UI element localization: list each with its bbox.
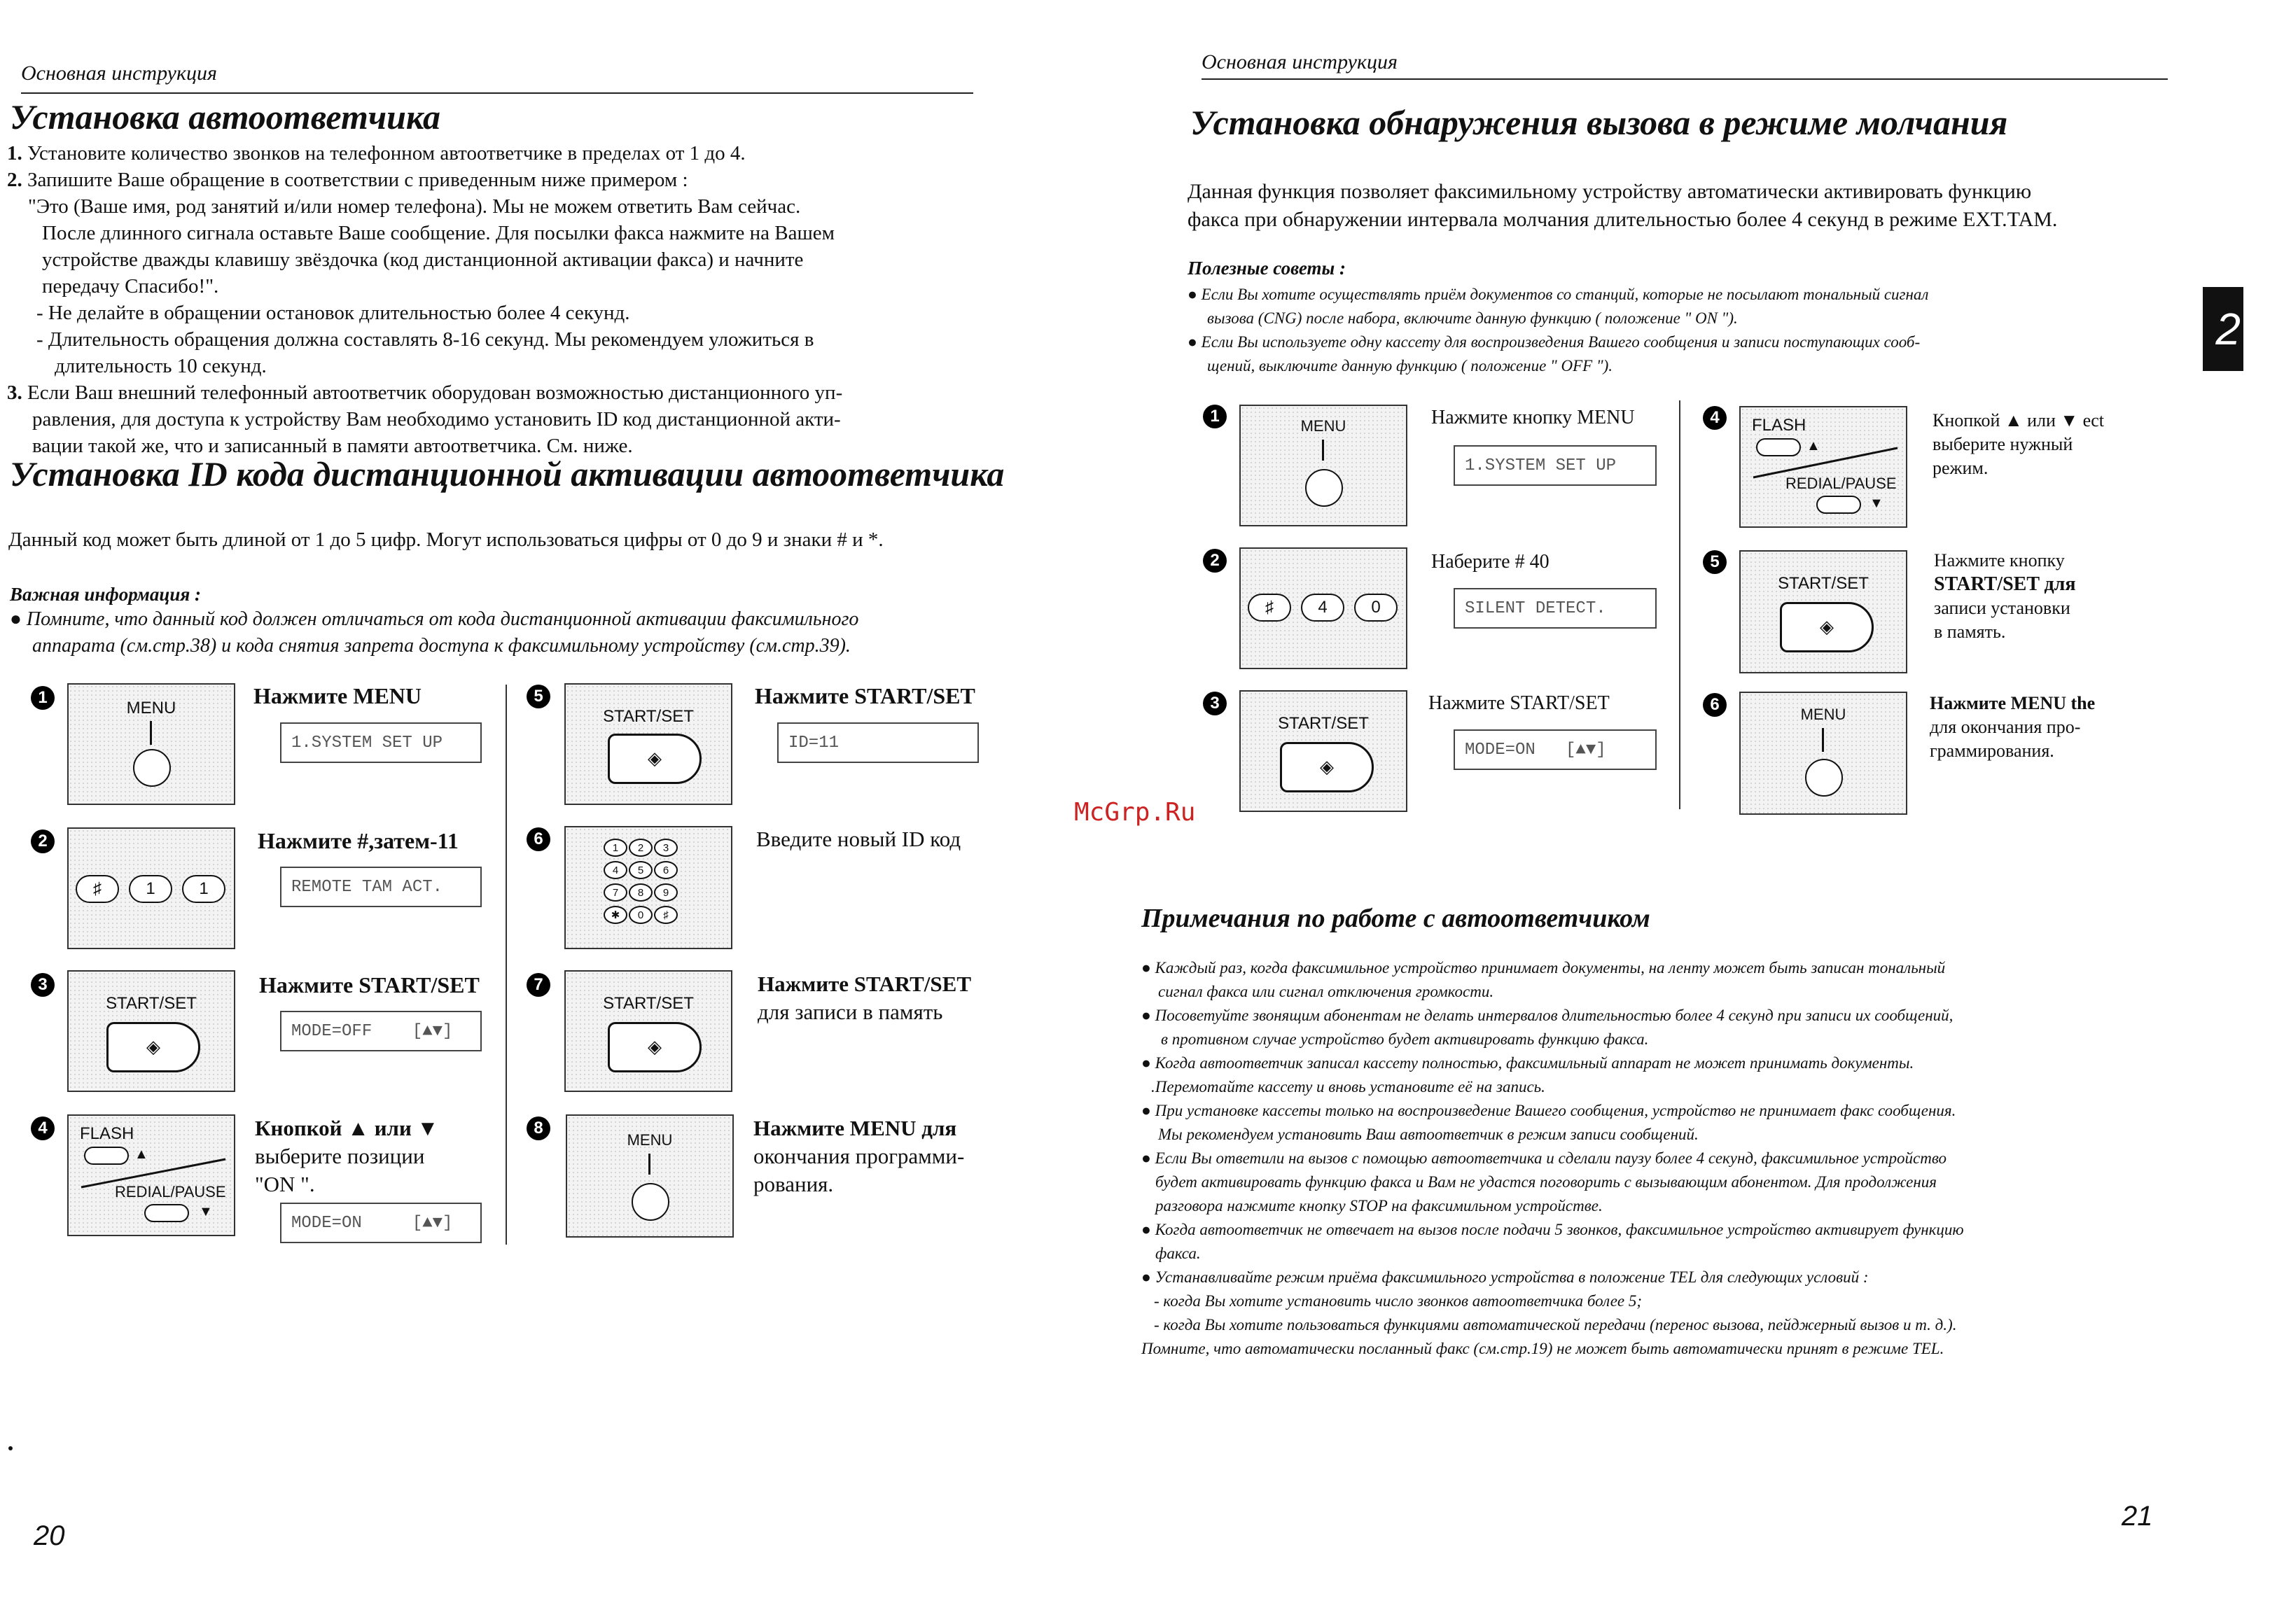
left-running-header: Основная инструкция — [21, 62, 217, 85]
tips-list: ● Если Вы хотите осуществлять приём документов со станций, которые не посылают тональный сигнал вызова (CNG) после набора, включите данную функцию ( положение " ON "). ● Если Вы используете одну кассету для воспроизведения Вашего сообщения и записи поступающих сооб- щений, выключите данную функцию ( положение " OFF "). — [1188, 286, 1929, 374]
start-set-label: START/SET — [603, 707, 694, 726]
tips-label: Полезные советы : — [1188, 258, 1346, 279]
step-6-instruction: Введите новый ID код — [756, 827, 961, 851]
lcd-display: ID=11 — [777, 722, 979, 763]
step-3-instruction: Нажмите START/SET — [1428, 692, 1610, 714]
example-message: "Это (Ваше имя, род занятий и/или номер телефона). Мы не можем ответить Вам сейчас. После длинного сигнала оставьте Ваше сообщение. Для посылки факса нажмите на Вашем устройстве дважды клавишу звёздочка (код дистанционной активации факса) и начните передачу Спасибо!". — [28, 195, 835, 298]
menu-button-panel — [566, 1114, 734, 1238]
start-set-panel — [564, 683, 732, 805]
message-rules: - Не делайте в обращении остановок длительностью более 4 секунд. - Длительность обращения должна составлять 8-16 секунд. Мы рекомендуем уложиться в длительность 10 секунд. — [36, 302, 814, 377]
step-number-7: 7 — [527, 973, 550, 997]
start-set-panel — [67, 970, 235, 1092]
menu-label: MENU — [1800, 706, 1846, 723]
menu-label: MENU — [627, 1131, 673, 1149]
start-set-panel — [1239, 690, 1407, 812]
column-divider — [1679, 400, 1680, 809]
down-arrow-icon: ▼ — [199, 1204, 213, 1219]
lcd-display: 1.SYSTEM SET UP — [1454, 445, 1657, 486]
start-set-button[interactable]: ◈ — [608, 1022, 702, 1072]
step-number-8: 8 — [527, 1116, 550, 1140]
start-set-button[interactable]: ◈ — [106, 1022, 200, 1072]
key-0[interactable]: 0 — [1354, 594, 1398, 622]
step-5-instruction: Нажмите кнопку START/SET для записи установки в память. — [1934, 550, 2076, 642]
step-5-instruction: Нажмите START/SET — [755, 683, 975, 708]
start-set-label: START/SET — [1278, 714, 1369, 733]
start-set-button[interactable]: ◈ — [1780, 602, 1874, 652]
keypad-key[interactable]: 8 — [629, 883, 653, 902]
flash-label: FLASH — [1752, 416, 1806, 435]
title-remote-id-code: Установка ID кода дистанционной активации автоответчика — [10, 454, 1005, 493]
keypad-panel — [67, 827, 235, 949]
lcd-display: MODE=ON [▲▼] — [280, 1203, 482, 1243]
keypad-key[interactable]: 4 — [604, 861, 627, 879]
keypad-key[interactable]: ♯ — [654, 906, 678, 924]
step-number-1: 1 — [1203, 405, 1227, 428]
menu-button-panel — [1739, 692, 1907, 815]
step-4-instruction: Кнопкой ▲ или ▼ ect выберите нужный режим. — [1933, 410, 2104, 478]
start-set-panel — [1739, 550, 1907, 673]
important-label: Важная информация : — [10, 584, 202, 605]
hash-key[interactable]: ♯ — [1248, 594, 1291, 622]
step-number-6: 6 — [527, 827, 550, 851]
chapter-tab: 2 — [2203, 287, 2243, 371]
important-note: ● Помните, что данный код должен отличаться от кода дистанционной активации факсимильного аппарата (см.стр.38) и кода снятия запрета доступа к факсимильному устройству (см.стр.39). — [10, 608, 859, 657]
setup-instructions: 1. Установите количество звонков на телефонном автоответчике в пределах от 1 до 4. 2. Запишите Ваше обращение в соответствии с приведенным ниже примером : "Это (Ваше имя, род занятий и/или номер телефона). Мы не можем ответить Вам сейчас. После длинного сигнала оставьте Ваше сообщение. Для посылки факса нажмите на Вашем устройстве дважды клавишу звёздочка (код дистанционной активации факса) и начните передачу Спасибо!". - Не делайте в обращении остановок длительностью более 4 секунд. - Длительность обращения должна составлять 8-16 секунд. Мы рекомендуем уложиться в длительность 10 секунд. 3. Если Ваш внешний телефонный автоответчик оборудован возможностью дистанционного уп- равления, для доступа к устройству Вам необходимо установить ID код дистанционной акти- вации такой же, что и записанный в памяти автоответчика. См. ниже. — [7, 140, 1043, 459]
header-rule — [1202, 78, 2168, 80]
scan-dot — [8, 1446, 13, 1450]
step-number-2: 2 — [1203, 549, 1227, 573]
step-1-instruction: Нажмите кнопку MENU — [1431, 407, 1635, 428]
title-answering-machine-setup: Установка автоответчика — [10, 97, 440, 136]
start-set-button[interactable]: ◈ — [608, 734, 702, 784]
header-rule — [21, 92, 973, 94]
keypad-key[interactable]: 1 — [604, 839, 627, 857]
menu-button[interactable] — [1805, 759, 1843, 797]
flash-redial-panel — [67, 1114, 235, 1236]
step-number-3: 3 — [1203, 692, 1227, 715]
intro-text: Данная функция позволяет факсимильному устройству автоматически активировать функцию факса при обнаружении интервала молчания длительностью более 4 секунд в режиме EXT.TAM. — [1188, 180, 2058, 231]
key-4[interactable]: 4 — [1301, 594, 1344, 622]
numeric-keypad-panel — [564, 826, 732, 949]
menu-button-panel — [1239, 405, 1407, 526]
keypad-key[interactable]: 9 — [654, 883, 678, 902]
numeric-keypad — [604, 839, 679, 924]
step-number-5: 5 — [527, 685, 550, 708]
notes-title: Примечания по работе с автоответчиком — [1141, 904, 1650, 933]
flash-label: FLASH — [80, 1124, 134, 1143]
keypad-key[interactable]: 7 — [604, 883, 627, 902]
step-number-4: 4 — [1703, 406, 1727, 430]
step-number-4: 4 — [31, 1116, 55, 1140]
step-8-instruction: Нажмите MENU для окончания программи- рования. — [753, 1116, 965, 1196]
menu-label: MENU — [126, 699, 176, 718]
step-1-instruction: Нажмите MENU — [253, 683, 422, 708]
keypad-key[interactable]: 0 — [629, 906, 653, 924]
start-set-label: START/SET — [603, 994, 694, 1013]
code-info: Данный код может быть длиной от 1 до 5 цифр. Могут использоваться цифры от 0 до 9 и знаки # и *. — [8, 528, 884, 551]
step-number-1: 1 — [31, 686, 55, 710]
step-4-instruction: Кнопкой ▲ или ▼ выберите позиции "ON ". — [255, 1116, 439, 1196]
key-1[interactable]: 1 — [129, 875, 172, 903]
redial-pause-button[interactable] — [144, 1204, 189, 1222]
start-set-label: START/SET — [1778, 574, 1869, 593]
keypad-panel — [1239, 547, 1407, 669]
menu-button[interactable] — [1305, 469, 1343, 507]
flash-redial-panel — [1739, 406, 1907, 528]
keypad-key[interactable]: ✱ — [604, 906, 627, 924]
keypad-key[interactable]: 6 — [654, 861, 678, 879]
redial-pause-label: REDIAL/PAUSE — [1785, 475, 1897, 492]
step-2-instruction: Нажмите #,затем-11 — [258, 828, 459, 853]
step-number-2: 2 — [31, 830, 55, 853]
up-arrow-icon: ▲ — [1806, 438, 1820, 454]
lcd-display: MODE=ON [▲▼] — [1454, 729, 1657, 770]
keypad-key[interactable]: 2 — [629, 839, 653, 857]
menu-button-panel — [67, 683, 235, 805]
redial-pause-label: REDIAL/PAUSE — [115, 1183, 226, 1200]
menu-label: MENU — [1300, 417, 1346, 435]
page-number-left: 20 — [34, 1520, 65, 1551]
start-set-button[interactable]: ◈ — [1280, 742, 1374, 792]
step-7-instruction: Нажмите START/SET для записи в память — [758, 972, 971, 1024]
lcd-display: MODE=OFF [▲▼] — [280, 1011, 482, 1051]
notes-list: ● Каждый раз, когда факсимильное устройство принимает документы, на ленту может быть записан тональный сигнал факса или сигнал отключения громкости. ● Посоветуйте звонящим абонентам не делать интервалов длительностью более 4 секунд при записи их сообщений, в противном случае устройство будет активировать функцию факса. ● Когда автоответчик записал кассету полностью, факсимильный аппарат не может принимать документы. .Перемотайте кассету и вновь установите её на запись. ● При установке кассеты только на воспроизведение Вашего сообщения, устройство не принимает факс сообщения. Мы рекомендуем установить Ваш автоответчик в режим записи сообщений. ● Если Вы ответили на вызов с помощью автоответчика и сделали паузу более 4 секунд, факсимильное устройство будет активировать функцию факса и Вам не удастся поговорить с вызывающим абонентом. Для продолжения разговора нажмите кнопку STOP на факсимильном устройстве. ● Когда автоответчик не отвечает на вызов после подачи 5 звонков, факсимильное устройство активирует функцию факса. ● Устанавливайте режим приёма факсимильного устройства в положение TEL для следующих условий : - когда Вы хотите установить число звонков автоответчика более 5; - когда Вы хотите пользоваться функциями автоматической передачи (перенос вызова, пейджерный вызов и т. д.). Помните, что автоматически посланный факс (см.стр.19) не может быть автоматически принят в режиме TEL. — [1141, 959, 1964, 1357]
watermark: McGrp.Ru — [1074, 798, 1196, 827]
page-number-right: 21 — [2122, 1501, 2153, 1532]
step-2-instruction: Наберите # 40 — [1431, 551, 1550, 573]
step-number-5: 5 — [1703, 550, 1727, 574]
keypad-key[interactable]: 3 — [654, 839, 678, 857]
right-running-header: Основная инструкция — [1202, 50, 1398, 74]
down-arrow-icon: ▼ — [1869, 496, 1883, 511]
list-item: 3. Если Ваш внешний телефонный автоответчик оборудован возможностью дистанционного уп- — [7, 382, 843, 404]
step-number-6: 6 — [1703, 693, 1727, 717]
step-number-3: 3 — [31, 973, 55, 997]
list-item: 1. Установите количество звонков на телефонном автоответчике в пределах от 1 до 4. — [7, 142, 746, 164]
keypad-key[interactable]: 5 — [629, 861, 653, 879]
lcd-display: SILENT DETECT. — [1454, 588, 1657, 629]
menu-button[interactable] — [632, 1183, 669, 1221]
list-item: 2. Запишите Ваше обращение в соответствии с приведенным ниже примером : — [7, 169, 688, 191]
key-1[interactable]: 1 — [182, 875, 225, 903]
hash-key[interactable]: ♯ — [76, 875, 119, 903]
menu-button[interactable] — [133, 749, 171, 787]
lcd-display: 1.SYSTEM SET UP — [280, 722, 482, 763]
lcd-display: REMOTE TAM ACT. — [280, 867, 482, 907]
title-silent-detection: Установка обнаружения вызова в режиме молчания — [1190, 103, 2008, 142]
start-set-panel — [564, 970, 732, 1092]
column-divider — [506, 685, 507, 1245]
step-6-instruction: Нажмите MENU the для окончания про- граммирования. — [1930, 693, 2096, 761]
start-set-label: START/SET — [106, 994, 197, 1013]
up-arrow-icon: ▲ — [134, 1147, 148, 1162]
redial-pause-button[interactable] — [1816, 496, 1861, 514]
step-3-instruction: Нажмите START/SET — [259, 972, 480, 997]
